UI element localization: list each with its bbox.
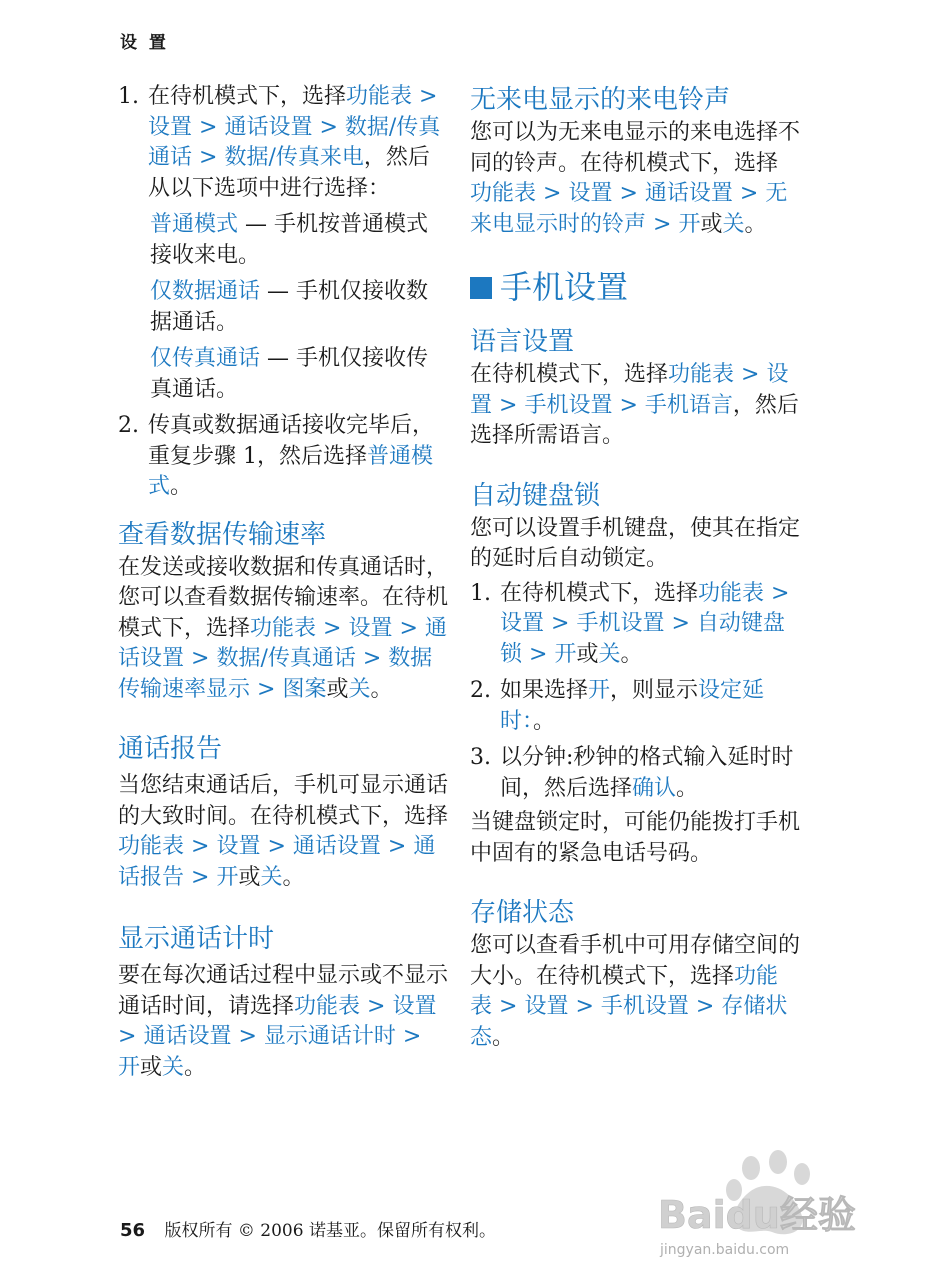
- heading-call-report: 通话报告: [118, 734, 223, 764]
- section-square-icon: [470, 277, 492, 299]
- keyguard-step-2: 2. 如果选择开，则显示设定延时：。: [470, 678, 765, 734]
- option-normal: 普通模式 — 手机按普通模式接收来电。: [150, 212, 429, 268]
- para-no-caller-id-tone: 您可以为无来电显示的来电选择不同的铃声。在待机模式下，选择功能表 > 设置 > 通话设置 > 无来电显示时的铃声 > 开或关。: [470, 120, 801, 237]
- step-number: 1.: [118, 84, 139, 109]
- heading-data-rate: 查看数据传输速率: [118, 519, 327, 550]
- step-1: [118, 82, 448, 204]
- step-text: 在待机模式下，选择功能表 > 设置 > 通话设置 > 数据/传真通话 > 数据/传真来电，然后从以下选项中进行选择：: [148, 84, 441, 201]
- page-footer: [120, 1216, 496, 1241]
- keyguard-step-3: 3. 以分钟:秒钟的格式输入延时时间，然后选择确认。: [470, 745, 794, 801]
- svg-text:jingyan.baidu.com: jingyan.baidu.com: [660, 1242, 790, 1258]
- option-data-only: 仅数据通话 — 手机仅接收数据通话。: [150, 279, 429, 335]
- left-column: [118, 82, 448, 1083]
- heading-memory-status: 存储状态: [470, 898, 575, 928]
- heading-keyguard: 自动键盘锁: [470, 480, 601, 511]
- baidu-watermark: [656, 1150, 896, 1260]
- copyright-text: 版权所有 © 2006 诺基亚。保留所有权利。: [164, 1221, 496, 1241]
- para-call-report: 当您结束通话后，手机可显示通话的大致时间。在待机模式下，选择功能表 > 设置 > 通话设置 > 通话报告 > 开或关。: [118, 773, 449, 890]
- heading-language: 语言设置: [470, 327, 575, 357]
- keyguard-step-1: 1. 在待机模式下，选择功能表 > 设置 > 手机设置 > 自动键盘锁 > 开或关。: [470, 580, 790, 667]
- step-2: 2. 传真或数据通话接收完毕后，重复步骤 1，然后选择普通模式。: [118, 413, 435, 499]
- para-emergency: 当键盘锁定时，可能仍能拨打手机中固有的紧急电话号码。: [470, 810, 801, 866]
- page-number: 56: [120, 1220, 146, 1241]
- section-phone-settings: 手机设置: [470, 264, 800, 310]
- para-call-timer: 要在每次通话过程中显示或不显示通话时间，请选择功能表 > 设置 > 通话设置 > 显示通话计时 > 开或关。: [118, 963, 449, 1080]
- svg-text:Baidu经验: Baidu经验: [658, 1193, 856, 1237]
- heading-call-timer: 显示通话计时: [118, 924, 275, 954]
- heading-no-caller-id-tone: 无来电显示的来电铃声: [470, 85, 731, 115]
- right-column: [470, 82, 800, 1053]
- para-language: 在待机模式下，选择功能表 > 设置 > 手机设置 > 手机语言，然后选择所需语言。: [470, 362, 799, 448]
- page-header: 设 置: [120, 33, 169, 53]
- para-data-rate: 在发送或接收数据和传真通话时，您可以查看数据传输速率。在待机模式下，选择功能表 > 设置 > 通话设置 > 数据/传真通话 > 数据传输速率显示 > 图案或关。: [118, 554, 449, 702]
- para-keyguard: 您可以设置手机键盘，使其在指定的延时后自动锁定。: [470, 515, 801, 571]
- para-memory-status: 您可以查看手机中可用存储空间的大小。在待机模式下，选择功能表 > 设置 > 手机设置 > 存储状态。: [470, 933, 801, 1050]
- option-fax-only: 仅传真通话 — 手机仅接收传真通话。: [150, 346, 429, 402]
